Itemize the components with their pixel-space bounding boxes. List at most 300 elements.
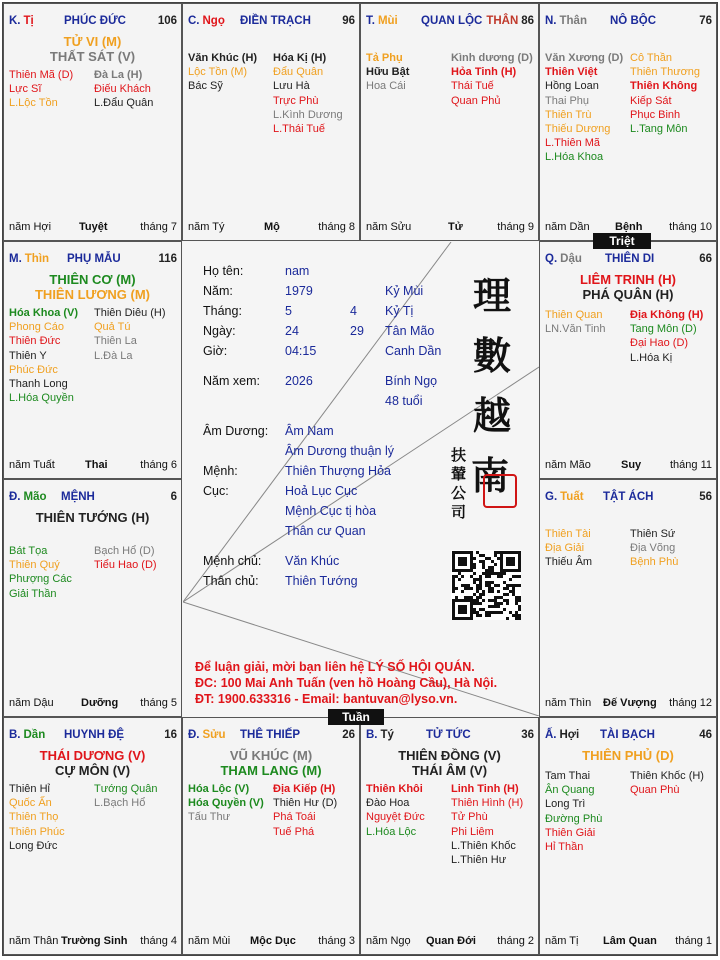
minor-star: Hóa Khoa (V) (9, 307, 79, 319)
palace-branch: Tý (380, 729, 394, 741)
palace-stem: M. (9, 253, 22, 265)
palace-position (545, 729, 579, 741)
minor-star: Thiên Hư (D) (273, 797, 338, 810)
minor-star: Thái Tuế (451, 80, 494, 93)
minor-star: Hóa Lộc (V) (188, 783, 250, 795)
minor-star: Thiên La (94, 335, 137, 348)
info-menh-chu-label: Mệnh chủ: (203, 554, 262, 568)
triet-badge: Triệt (593, 233, 651, 249)
minor-star: Thiên Diêu (H) (94, 307, 166, 319)
palace-month: tháng 3 (318, 935, 355, 947)
minor-star: Kình dương (D) (451, 52, 533, 64)
palace-name-text: MỆNH (61, 491, 95, 503)
palace-header (545, 15, 712, 29)
qr-pattern (451, 550, 521, 620)
star-list-right (94, 306, 166, 363)
palace-year: năm Tị (545, 935, 579, 947)
minor-star: Thiên Tài (545, 528, 591, 540)
star-list-right (94, 782, 158, 810)
minor-star: Đường Phù (545, 812, 603, 825)
minor-star: Đại Hao (D) (630, 337, 689, 350)
minor-star: Trực Phù (273, 94, 319, 107)
minor-star: Thiếu Âm (545, 556, 593, 569)
palace-month: tháng 5 (140, 697, 177, 709)
palace-branch: Hợi (559, 729, 580, 741)
minor-star: Nguyệt Đức (366, 811, 425, 824)
palace-month: tháng 4 (140, 935, 177, 947)
palace-footer (545, 697, 712, 711)
palace-branch: Sửu (202, 729, 226, 741)
palace-stem: Ấ. (545, 729, 557, 741)
minor-star: Lưu Hà (273, 80, 310, 93)
palace-month: tháng 6 (140, 459, 177, 471)
palace-number: 6 (170, 491, 177, 503)
palace-number: 26 (342, 729, 355, 741)
minor-star: Thiên Không (630, 80, 698, 93)
tuvi-chart-board (2, 2, 718, 956)
palace-number: 106 (157, 15, 177, 27)
calligraphy-char: 南 (471, 453, 510, 498)
minor-star: L.Đẩu Quân (94, 97, 154, 110)
palace-header (9, 15, 177, 29)
minor-star: Thiên Y (9, 349, 47, 362)
minor-star: L.Hóa Kị (630, 351, 673, 364)
palace-name-text: PHỤ MẪU (67, 253, 121, 265)
contact-line: ĐT: 1900.633316 - Email: bantuvan@lyso.vn. (195, 692, 458, 706)
minor-star: Quan Phủ (451, 94, 501, 107)
palace-branch: Dần (23, 729, 46, 741)
palace-year: năm Dần (545, 221, 590, 233)
minor-star: Tử Phù (451, 811, 488, 824)
palace-mui[interactable] (360, 3, 539, 241)
major-stars (4, 510, 181, 525)
major-stars (183, 748, 359, 778)
contact-line: ĐC: 100 Mai Anh Tuấn (ven hồ Hoàng Cầu), Hà Nội. (195, 676, 498, 690)
info-label: Năm xem: (203, 374, 260, 388)
minor-star: Phượng Các (9, 573, 72, 586)
minor-star: Tấu Thư (188, 811, 231, 824)
palace-stem: Đ. (188, 729, 200, 741)
major-stars (361, 748, 538, 778)
palace-mao[interactable] (3, 479, 182, 717)
palace-thin[interactable] (3, 241, 182, 479)
palace-branch: Thân (559, 15, 587, 27)
palace-name (240, 729, 300, 741)
palace-year: năm Ngọ (366, 935, 411, 947)
major-star: THIÊN CƠ (M) (49, 272, 136, 287)
palace-footer (545, 935, 712, 949)
info-v1: nam (285, 264, 310, 278)
major-star: THÁI ÂM (V) (411, 763, 488, 778)
palace-branch: Tị (23, 15, 34, 27)
minor-star: Ân Quang (545, 784, 595, 797)
minor-star: Thai Phụ (545, 94, 590, 107)
info-label: Giờ: (203, 344, 228, 358)
info-v3: Bính Ngọ (385, 374, 438, 388)
palace-branch: Ngọ (202, 15, 225, 27)
palace-year: năm Mùi (188, 935, 231, 947)
major-stars (4, 748, 181, 778)
star-list-left (9, 306, 78, 405)
star-list-right (94, 544, 157, 572)
palace-month: tháng 8 (318, 221, 355, 233)
star-list-right (451, 51, 533, 108)
palace-year: năm Dậu (9, 697, 54, 709)
minor-star: Địa Giải (545, 542, 585, 555)
minor-star: Thiên Đức (9, 335, 61, 348)
palace-stem: B. (366, 729, 378, 741)
minor-star: Hỏa Tinh (H) (451, 66, 517, 79)
minor-star: L.Lộc Tồn (9, 97, 58, 110)
palace-name (64, 729, 124, 741)
palace-position (366, 15, 398, 27)
palace-stem: Q. (545, 253, 558, 265)
palace-branch: Thìn (24, 253, 50, 265)
major-star: VŨ KHÚC (M) (229, 748, 313, 763)
info-cuc-3: Thân cư Quan (285, 524, 366, 538)
palace-life-stage: Bệnh (615, 221, 643, 233)
minor-star: Linh Tinh (H) (451, 783, 519, 795)
minor-star: Thiên Quan (545, 309, 603, 321)
minor-star: LN.Văn Tinh (545, 323, 606, 336)
seal-char: 司 (451, 503, 467, 521)
palace-footer (9, 697, 177, 711)
palace-name-text: HUYNH ĐỆ (64, 729, 125, 741)
info-menh-label: Mệnh: (203, 464, 238, 478)
minor-star: Thiên Thọ (9, 811, 59, 824)
palace-stem: Đ. (9, 491, 21, 503)
palace-stem: C. (188, 15, 200, 27)
major-star: THAM LANG (M) (220, 763, 322, 778)
palace-position (545, 491, 584, 503)
info-menh-value: Thiên Thượng Hỏa (285, 464, 391, 478)
minor-star: Thanh Long (9, 377, 68, 390)
info-v1: 04:15 (285, 344, 317, 358)
palace-header (9, 253, 177, 267)
palace-header (9, 491, 177, 505)
minor-star: Tam Thai (545, 770, 591, 782)
palace-footer (188, 935, 355, 949)
star-list-right (630, 308, 703, 365)
palace-month: tháng 10 (669, 221, 712, 233)
info-v3: Kỷ Tị (385, 304, 414, 318)
star-list-right (451, 782, 523, 867)
palace-ngo[interactable] (182, 3, 360, 241)
minor-star: Văn Xương (D) (545, 52, 624, 64)
palace-suu[interactable] (182, 717, 360, 955)
minor-star: L.Hóa Lộc (366, 825, 417, 838)
palace-position (9, 15, 34, 27)
minor-star: Đẩu Quân (273, 66, 324, 79)
palace-footer (366, 935, 534, 949)
major-stars (540, 272, 716, 302)
minor-star: Lực Sĩ (9, 83, 42, 96)
minor-star: Thiên Quý (9, 559, 60, 572)
qr-code[interactable] (451, 550, 521, 620)
palace-header (366, 729, 534, 743)
palace-life-stage: Dưỡng (81, 697, 119, 709)
palace-position (9, 253, 49, 265)
minor-star: Đà La (H) (94, 69, 143, 81)
palace-life-stage: Mộ (264, 221, 280, 233)
palace-than[interactable] (539, 3, 717, 241)
minor-star: Tang Môn (D) (630, 323, 697, 336)
palace-year: năm Tý (188, 221, 225, 233)
minor-star: Thiên Sứ (630, 528, 676, 540)
palace-life-stage: Tuyệt (79, 221, 108, 233)
palace-branch: Mùi (377, 15, 398, 27)
major-star: THẤT SÁT (V) (49, 49, 136, 64)
minor-star: Thiên Phúc (9, 825, 65, 838)
palace-dau[interactable] (539, 241, 717, 479)
info-cuc-2: Mệnh Cục tị hòa (285, 504, 377, 518)
star-list-left (9, 782, 65, 853)
minor-star: L.Kình Dương (273, 108, 343, 121)
palace-header (366, 15, 534, 29)
info-label: Ngày: (203, 324, 236, 338)
info-cuc-1: Hoả Lục Cục (285, 484, 358, 498)
palace-position (188, 729, 226, 741)
minor-star: Hóa Kị (H) (273, 52, 327, 64)
palace-number: 76 (699, 15, 712, 27)
info-label: Tháng: (203, 304, 242, 318)
minor-star: Phúc Đức (9, 363, 58, 376)
palace-footer (9, 459, 177, 473)
palace-name (240, 15, 311, 27)
palace-ty[interactable] (360, 717, 539, 955)
palace-month: tháng 1 (675, 935, 712, 947)
info-menh-chu-value: Văn Khúc (285, 554, 340, 568)
minor-star: Quả Tú (94, 321, 131, 334)
minor-star: Bệnh Phù (630, 556, 679, 569)
minor-star: L.Thiên Hư (451, 853, 507, 866)
star-list-left (188, 51, 257, 94)
contact-line: Để luận giải, mời bạn liên hệ LÝ SỐ HỘI QUÁN. (195, 660, 475, 674)
minor-star: Tuế Phá (273, 825, 315, 838)
palace-name-text: NÔ BỘC (610, 15, 656, 27)
minor-star: Hỉ Thần (545, 840, 584, 853)
palace-position (9, 729, 45, 741)
major-star: THIÊN LƯƠNG (M) (34, 287, 151, 302)
palace-month: tháng 9 (497, 221, 534, 233)
palace-name (610, 15, 656, 27)
minor-star: Thiên Khốc (H) (630, 770, 704, 782)
info-cuc-label: Cục: (203, 484, 229, 498)
palace-name-text: QUAN LỘC (421, 15, 483, 27)
palace-position (188, 15, 225, 27)
palace-position (545, 15, 587, 27)
minor-star: L.Hóa Khoa (545, 151, 604, 164)
minor-star: Tiểu Hao (D) (94, 559, 157, 572)
calligraphy-char: 越 (473, 393, 512, 438)
palace-month: tháng 2 (497, 935, 534, 947)
tuan-badge: Tuần (328, 709, 384, 725)
minor-star: Tả Phụ (366, 52, 403, 64)
minor-star: Tướng Quân (94, 783, 158, 795)
star-list-right (273, 51, 343, 136)
minor-star: Phi Liêm (451, 825, 494, 838)
minor-star: Bát Tọa (9, 545, 48, 557)
minor-star: Thiên Hình (H) (451, 797, 524, 810)
minor-star: Bác Sỹ (188, 80, 223, 93)
info-v3: Tân Mão (385, 324, 435, 338)
minor-star: L.Hóa Quyền (9, 392, 74, 405)
palace-tuat[interactable] (539, 479, 717, 717)
minor-star: Thiên Giải (545, 826, 596, 839)
palace-name-text: THIÊN DI (605, 253, 655, 265)
palace-header (188, 15, 355, 29)
palace-hoi[interactable] (539, 717, 717, 955)
minor-star: Bạch Hổ (D) (94, 545, 155, 557)
palace-month: tháng 11 (669, 459, 712, 471)
palace-number: 36 (521, 729, 534, 741)
palace-name (67, 253, 121, 265)
info-label: Họ tên: (203, 264, 244, 278)
major-star: THIÊN PHỦ (D) (582, 748, 674, 763)
star-list-right (630, 527, 678, 570)
minor-star: L.Đà La (94, 349, 133, 362)
minor-star: Thiên Việt (545, 66, 598, 79)
palace-name (64, 15, 126, 27)
palace-position (366, 729, 394, 741)
info-am-duong-1: Âm Nam (285, 424, 334, 438)
red-stamp (483, 474, 517, 508)
than-marker: THÂN (486, 15, 519, 27)
minor-star: Lộc Tồn (M) (188, 66, 248, 79)
info-v3: Kỷ Mùi (385, 284, 424, 298)
info-am-duong-2: Âm Dương thuận lý (285, 444, 394, 458)
major-star: THIÊN TƯỚNG (H) (35, 510, 150, 525)
minor-star: Văn Khúc (H) (188, 52, 258, 64)
minor-star: Hoa Cái (366, 80, 406, 93)
minor-star: Giải Thần (9, 587, 57, 600)
palace-life-stage: Quan Đới (426, 935, 476, 947)
palace-stem: G. (545, 491, 558, 503)
palace-number: 46 (699, 729, 712, 741)
palace-name (600, 729, 655, 741)
minor-star: Địa Võng (630, 542, 676, 555)
palace-header (9, 729, 177, 743)
palace-year: năm Sửu (366, 221, 412, 233)
minor-star: Hồng Loan (545, 80, 599, 93)
star-list-left (9, 544, 72, 601)
palace-life-stage: Mộc Dục (250, 935, 296, 947)
palace-header (545, 253, 712, 267)
palace-number: 96 (342, 15, 355, 27)
palace-dan[interactable] (3, 717, 182, 955)
star-list-left (545, 769, 602, 854)
palace-life-stage: Đế Vượng (603, 697, 657, 709)
star-list-left (188, 782, 264, 825)
palace-name-text: PHÚC ĐỨC (64, 15, 126, 27)
info-v1: 2026 (285, 374, 313, 388)
minor-star: Phá Toái (273, 811, 316, 824)
palace-month: tháng 7 (140, 221, 177, 233)
info-v3: 48 tuổi (385, 394, 423, 408)
palace-year: năm Tuất (9, 459, 55, 471)
palace-position (545, 253, 582, 265)
palace-life-stage: Lâm Quan (603, 935, 657, 947)
minor-star: L.Bạch Hổ (94, 797, 146, 810)
palace-stem: T. (366, 15, 375, 27)
info-than-chu-label: Thân chủ: (203, 574, 259, 588)
star-list-left (545, 527, 592, 570)
minor-star: Kiếp Sát (630, 94, 672, 107)
palace-name-text: TỬ TỨC (426, 729, 471, 741)
palace-life-stage: Trường Sinh (61, 935, 128, 947)
palace-stem: N. (545, 15, 557, 27)
info-v2: 4 (350, 304, 357, 318)
palace-number: 86 (521, 15, 534, 27)
star-list-right (94, 68, 153, 111)
palace-year: năm Thìn (545, 697, 592, 709)
star-list-right (273, 782, 337, 839)
calligraphy-char: 數 (473, 333, 512, 378)
major-stars (540, 748, 716, 763)
minor-star: Cô Thần (630, 52, 672, 64)
seal-char: 公 (451, 484, 467, 502)
info-v2: 29 (350, 324, 364, 338)
minor-star: Thiên Khôi (366, 783, 423, 795)
palace-name (61, 491, 95, 503)
palace-year: năm Thân (9, 935, 59, 947)
major-stars (4, 272, 181, 302)
minor-star: Địa Kiếp (H) (273, 783, 336, 795)
minor-star: Phong Cáo (9, 321, 65, 334)
minor-star: Hóa Quyền (V) (188, 797, 264, 810)
minor-star: Thiên Thương (630, 66, 701, 79)
minor-star: Hữu Bật (366, 66, 410, 79)
palace-header (545, 729, 712, 743)
minor-star: Quốc Ấn (9, 797, 52, 810)
info-v3: Canh Dần (385, 344, 442, 358)
major-star: PHÁ QUÂN (H) (582, 287, 674, 302)
center-panel (183, 242, 539, 717)
palace-footer (545, 459, 712, 473)
calligraphy-char: 理 (473, 273, 512, 318)
palace-life-stage: Thai (85, 459, 108, 471)
palace-footer (188, 221, 355, 235)
palace-name-text: TÀI BẠCH (600, 729, 655, 741)
palace-year: năm Mão (545, 459, 591, 471)
info-v1: 1979 (285, 284, 313, 298)
star-list-right (630, 769, 704, 797)
palace-name (605, 253, 654, 265)
palace-name (426, 729, 471, 741)
minor-star: Long Trì (545, 798, 586, 811)
palace-name-text: TẬT ÁCH (603, 491, 654, 503)
minor-star: Long Đức (9, 839, 58, 852)
major-star: THIÊN ĐỒNG (V) (398, 748, 501, 763)
info-am-duong-label: Âm Dương: (203, 424, 269, 438)
palace-position (9, 491, 47, 503)
palace-name-text: THÊ THIẾP (240, 729, 301, 741)
palace-stem: K. (9, 15, 21, 27)
major-star: THÁI DƯƠNG (V) (39, 748, 146, 763)
palace-header (545, 491, 712, 505)
minor-star: L.Thiên Khốc (451, 839, 516, 852)
info-than-chu-value: Thiên Tướng (285, 574, 358, 588)
minor-star: Thiếu Dương (545, 122, 611, 135)
palace-stem: B. (9, 729, 21, 741)
palace-year: năm Hợi (9, 221, 52, 233)
palace-branch: Tuất (560, 491, 584, 503)
star-list-left (9, 68, 73, 111)
star-list-left (366, 51, 409, 94)
palace-footer (9, 935, 177, 949)
palace-ti[interactable] (3, 3, 182, 241)
seal-char: 輦 (451, 465, 467, 483)
